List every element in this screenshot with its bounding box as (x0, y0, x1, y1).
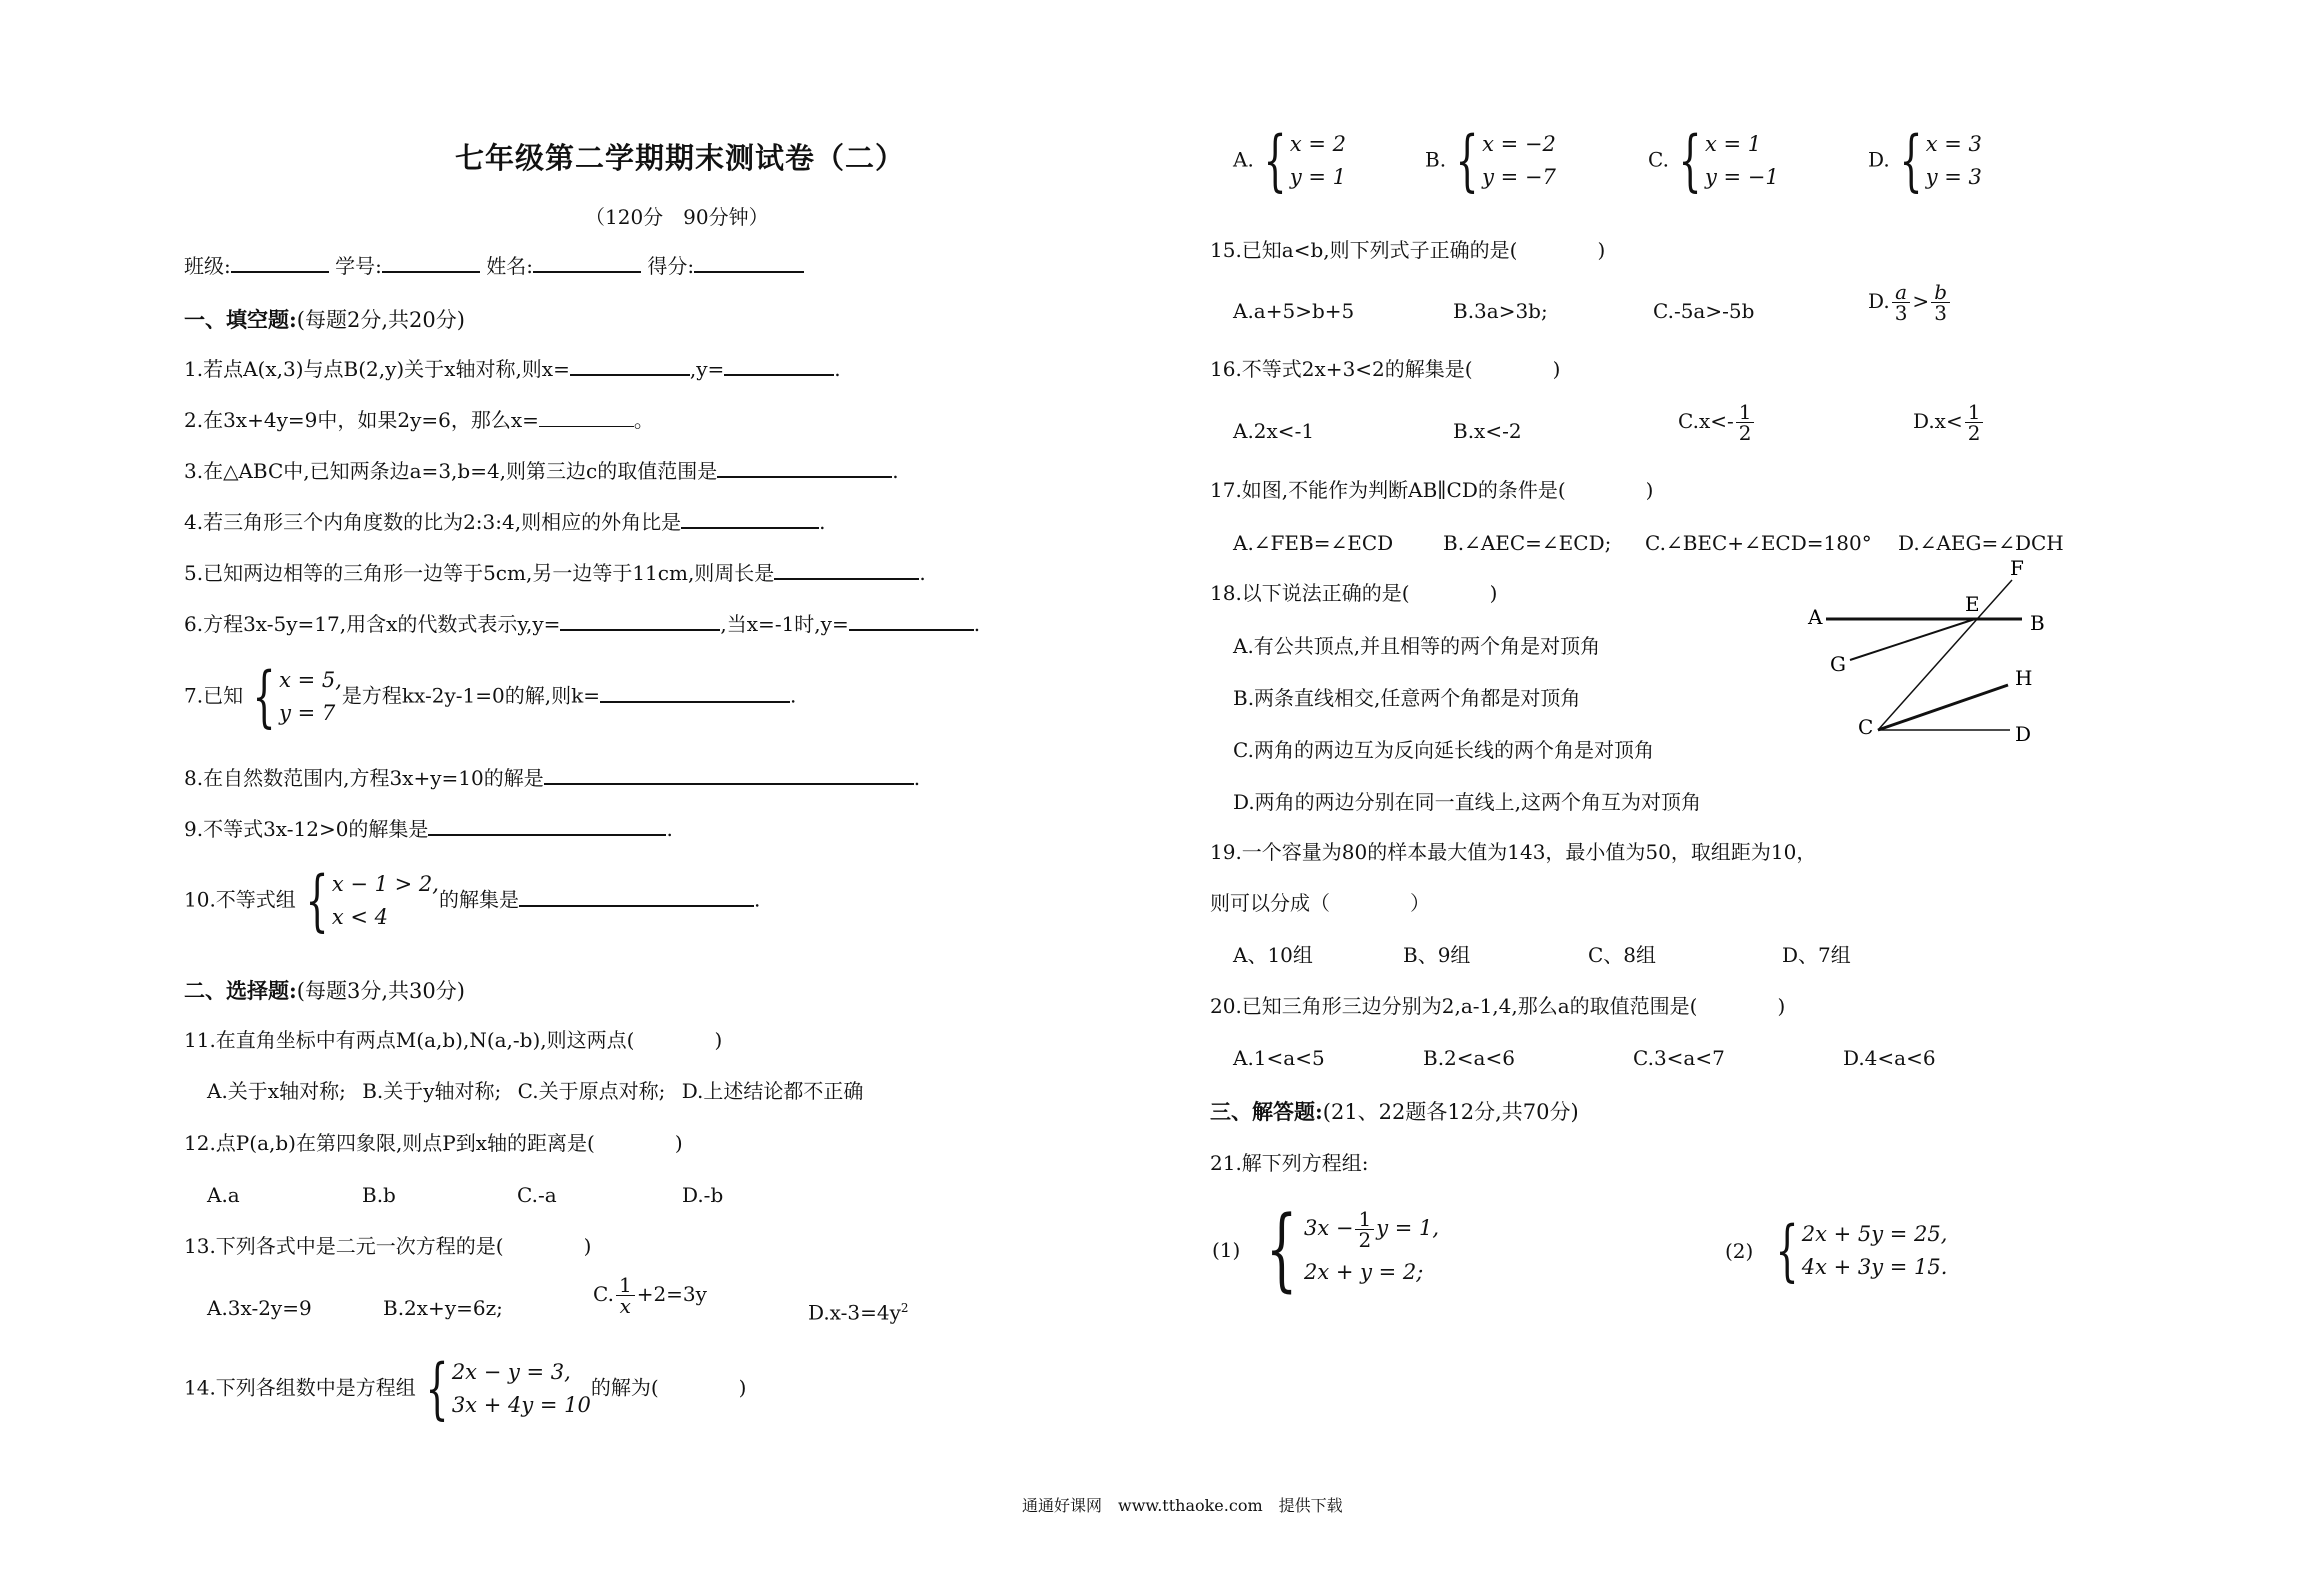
q17-option-c: C.∠BEC+∠ECD=180° (1645, 531, 1872, 555)
q13-option-d (808, 1295, 909, 1326)
q19-option-b: B、9组 (1403, 943, 1471, 967)
label-g: G (1830, 652, 1846, 676)
q10-eq2: x < 4 (331, 905, 388, 929)
question-18: 18.以下说法正确的是( ) (1210, 581, 1498, 605)
q1-text: 1.若点A(x,3)与点B(2,y)关于x轴对称,则x= (184, 357, 570, 381)
q14-d-l1: x = 3 (1925, 132, 1982, 156)
q2-text: 2.在3x+4y=9中，如果2y=6，那么x= (184, 408, 539, 432)
q21-p1-eq1-end: y = 1, (1376, 1216, 1440, 1240)
label-a: A (1808, 605, 1823, 629)
q16-option-c-label: C.x<- (1678, 409, 1734, 433)
q15-frac-b-den: 3 (1934, 301, 1947, 325)
q5-text: 5.已知两边相等的三角形一边等于5cm,另一边等于11cm,则周长是 (184, 561, 775, 585)
q14-option-d (1868, 122, 1982, 199)
q16-option-a: A.2x<-1 (1233, 419, 1315, 443)
q15-option-a: A.a+5>b+5 (1233, 299, 1355, 323)
class-blank (231, 253, 329, 273)
section-2-note: (每题3分,共30分) (296, 979, 465, 1003)
question-21: 21.解下列方程组: (1210, 1151, 1369, 1175)
q20-option-b: B.2<a<6 (1423, 1046, 1515, 1070)
q21-part-2-eq1: 2x + 5y = 25, (1801, 1222, 1948, 1246)
q14-system: { 2x − y = 3, 3x + 4y = 10 (425, 1350, 591, 1427)
q11-option-c: C.关于原点对称; (517, 1079, 666, 1103)
q7-end: . (789, 683, 797, 708)
label-d: D (2015, 722, 2032, 746)
q7-blank (600, 683, 790, 703)
label-h: H (2015, 666, 2033, 690)
q15-option-b: B.3a>3b; (1453, 299, 1548, 323)
question-10 (184, 862, 761, 939)
q14-c-l1: x = 1 (1704, 132, 1762, 156)
q12-option-d: D.-b (682, 1183, 724, 1207)
question-7 (184, 658, 797, 735)
q21-p1-frac-num: 1 (1355, 1209, 1374, 1230)
page-footer: 通通好课网 www.tthaoke.com 提供下载 (1022, 1496, 1343, 1515)
q21-part-1 (1212, 1197, 1440, 1302)
q11-options (207, 1078, 863, 1104)
q14-pre: 14.下列各组数中是方程组 (184, 1375, 416, 1400)
number-label: 学号: (335, 254, 382, 278)
q21-part-1-eq1 (1304, 1206, 1439, 1250)
question-12: 12.点P(a,b)在第四象限,则点P到x轴的距离是( ) (184, 1131, 683, 1155)
q2-blank (539, 408, 634, 427)
q20-option-d: D.4<a<6 (1843, 1046, 1936, 1070)
section-2-heading (184, 975, 465, 1005)
q7-eq2: y = 7 (279, 701, 336, 725)
section-3-note: (21、22题各12分,共70分) (1322, 1100, 1579, 1124)
q14-option-d-system: { x = 3 y = 3 (1899, 122, 1982, 199)
q11-option-d: D.上述结论都不正确 (681, 1079, 864, 1103)
parallel-lines-figure (1790, 555, 2060, 755)
q19-option-d: D、7组 (1782, 943, 1851, 967)
q14-option-a-system: { x = 2 y = 1 (1263, 122, 1346, 199)
q21-part-1-eq2: 2x + y = 2; (1303, 1260, 1424, 1284)
q10-pre: 10.不等式组 (184, 887, 296, 912)
q3-blank (717, 458, 892, 478)
name-blank (533, 253, 641, 273)
section-3-title: 三、解答题: (1210, 1099, 1323, 1124)
question-3 (184, 458, 899, 484)
q1-blank-y (724, 356, 834, 376)
q13-option-c (593, 1275, 707, 1316)
q14-option-a-label: A. (1233, 147, 1254, 172)
q10-text: 的解集是 (438, 887, 519, 912)
q16-option-c (1678, 402, 1756, 443)
page-title: 七年级第二学期期末测试卷（二） (455, 141, 906, 175)
q19-option-a: A、10组 (1233, 943, 1313, 967)
q14-b-l1: x = −2 (1482, 132, 1556, 156)
q13-frac-den: x (619, 1294, 631, 1318)
q8-text: 8.在自然数范围内,方程3x+y=10的解是 (184, 766, 544, 790)
q10-system: { x − 1 > 2, x < 4 (305, 862, 439, 939)
q6-mid: ,当x=-1时,y= (720, 612, 849, 636)
q14-option-c (1648, 122, 1779, 199)
q16-d-den: 2 (1967, 421, 1981, 445)
q15-frac-a-num: a (1892, 282, 1910, 303)
line-eg (1850, 619, 1975, 660)
q18-option-c: C.两角的两边互为反向延长线的两个角是对顶角 (1233, 738, 1654, 762)
q12-option-c: C.-a (517, 1183, 557, 1207)
q4-end: . (819, 510, 826, 534)
q9-end: . (666, 817, 673, 841)
q16-option-b: B.x<-2 (1453, 419, 1522, 443)
q16-option-d-frac (1965, 402, 1984, 443)
q15-option-d-op: > (1912, 289, 1930, 313)
q15-frac-a-den: 3 (1894, 301, 1908, 325)
section-2-title: 二、选择题: (184, 978, 297, 1003)
label-e: E (1965, 592, 1980, 616)
q9-blank (428, 816, 666, 836)
q20-option-a: A.1<a<5 (1233, 1046, 1325, 1070)
score-label: 得分: (647, 254, 695, 278)
q1-blank-x (570, 356, 690, 376)
q6-text: 6.方程3x-5y=17,用含x的代数式表示y,y= (184, 612, 561, 636)
q14-option-b (1425, 122, 1556, 199)
q7-text: 是方程kx-2y-1=0的解,则k= (341, 683, 600, 708)
q14-a-l2: y = 1 (1289, 165, 1346, 189)
q4-blank (681, 509, 819, 529)
q16-c-num: 1 (1736, 402, 1755, 423)
q7-pre: 7.已知 (184, 683, 244, 708)
question-13: 13.下列各式中是二元一次方程的是( ) (184, 1234, 592, 1258)
q14-option-b-label: B. (1425, 147, 1447, 172)
q3-end: . (892, 459, 899, 483)
question-14 (184, 1350, 747, 1427)
q14-eq1: 2x − y = 3, (451, 1360, 571, 1384)
q13-option-c-rest: +2=3y (636, 1282, 707, 1306)
q14-d-l2: y = 3 (1925, 165, 1982, 189)
q10-end: . (753, 887, 761, 912)
q14-b-l2: y = −7 (1482, 165, 1556, 189)
q15-frac-b (1931, 282, 1950, 323)
q13-option-d-exponent: 2 (900, 1301, 909, 1315)
q13-option-d-text: D.x-3=4y (808, 1300, 901, 1325)
q7-eq1: x = 5, (279, 668, 342, 692)
q10-blank (519, 887, 754, 907)
q20-option-c: C.3<a<7 (1633, 1046, 1725, 1070)
number-blank (382, 253, 480, 273)
q14-c-l2: y = −1 (1704, 165, 1779, 189)
q12-option-b: B.b (362, 1183, 396, 1207)
q11-option-a: A.关于x轴对称; (207, 1079, 346, 1103)
q14-option-c-system: { x = 1 y = −1 (1678, 122, 1779, 199)
q16-d-num: 1 (1965, 402, 1984, 423)
q6-blank-value (849, 611, 974, 631)
q21-part-2 (1725, 1212, 1948, 1289)
question-5 (184, 560, 926, 586)
q13-frac-num: 1 (616, 1275, 635, 1296)
q9-text: 9.不等式3x-12>0的解集是 (184, 817, 429, 841)
q6-end: . (973, 612, 981, 636)
q14-post: 的解为( ) (590, 1375, 747, 1400)
q18-option-b: B.两条直线相交,任意两个角都是对顶角 (1233, 686, 1581, 710)
question-8 (184, 765, 920, 791)
q15-option-c: C.-5a>-5b (1653, 299, 1755, 323)
q7-system: { x = 5, y = 7 (252, 658, 342, 735)
q21-part-1-label: (1) (1212, 1238, 1241, 1262)
question-19-line-2: 则可以分成（ ） (1210, 891, 1430, 915)
q14-option-c-label: C. (1648, 147, 1669, 172)
q8-blank (544, 765, 914, 785)
question-2 (184, 407, 654, 433)
score-blank (694, 253, 804, 273)
question-17: 17.如图,不能作为判断AB∥CD的条件是( ) (1210, 478, 1654, 502)
q15-frac-a (1892, 282, 1911, 323)
q17-option-b: B.∠AEC=∠ECD; (1443, 531, 1612, 555)
q15-frac-b-num: b (1931, 282, 1950, 303)
name-label: 姓名: (486, 254, 533, 278)
page-subtitle: （120分 90分钟） (585, 205, 769, 229)
q17-option-a: A.∠FEB=∠ECD (1233, 531, 1394, 555)
q11-option-b: B.关于y轴对称; (362, 1079, 502, 1103)
q21-part-1-system: { 3x − $\frac{1}{2}$ y = 1, 2x + y = 2; (1265, 1197, 1440, 1302)
q19-option-c: C、8组 (1588, 943, 1657, 967)
q16-option-c-frac (1736, 402, 1755, 443)
student-info-line (184, 253, 804, 279)
label-c: C (1858, 715, 1874, 739)
q6-blank-y (560, 611, 720, 631)
q13-option-a: A.3x-2y=9 (207, 1296, 312, 1320)
q18-option-a: A.有公共顶点,并且相等的两个角是对顶角 (1233, 634, 1601, 658)
q21-p1-eq1-start: 3x − (1303, 1216, 1354, 1240)
q21-p1-frac (1355, 1209, 1374, 1250)
q21-part-2-system: { 2x + 5y = 25, 4x + 3y = 15. (1775, 1212, 1948, 1289)
q14-option-b-system: { x = −2 y = −7 (1455, 122, 1556, 199)
q13-option-b: B.2x+y=6z; (383, 1296, 503, 1320)
q15-option-d (1868, 282, 1952, 323)
q8-end: . (913, 766, 921, 790)
q14-option-a (1233, 122, 1346, 199)
q12-option-a: A.a (207, 1183, 240, 1207)
q1-mid: ,y= (689, 357, 725, 381)
q5-end: . (919, 561, 926, 585)
question-9 (184, 816, 673, 842)
q14-option-d-label: D. (1868, 147, 1890, 172)
q13-option-c-label: C. (593, 1282, 614, 1306)
question-11: 11.在直角坐标中有两点M(a,b),N(a,-b),则这两点( ) (184, 1028, 723, 1052)
q5-blank (774, 560, 919, 580)
q16-option-d-label: D.x< (1913, 409, 1963, 433)
section-1-note: (每题2分,共20分) (296, 308, 465, 332)
q16-c-den: 2 (1738, 421, 1752, 445)
question-15: 15.已知a<b,则下列式子正确的是( ) (1210, 238, 1606, 262)
q10-eq1: x − 1 > 2, (331, 872, 439, 896)
q15-option-d-label: D. (1868, 289, 1890, 313)
question-4 (184, 509, 825, 535)
question-19-line-1: 19.一个容量为80的样本最大值为143，最小值为50，取组距为10， (1210, 840, 1817, 864)
question-1 (184, 356, 841, 382)
q14-eq2: 3x + 4y = 10 (451, 1393, 591, 1417)
label-b: B (2030, 611, 2045, 635)
q17-option-d: D.∠AEG=∠DCH (1898, 531, 2064, 555)
q1-end: . (834, 357, 841, 381)
q14-a-l1: x = 2 (1289, 132, 1346, 156)
q21-part-2-eq2: 4x + 3y = 15. (1801, 1255, 1948, 1279)
question-16: 16.不等式2x+3<2的解集是( ) (1210, 357, 1561, 381)
q16-option-d (1913, 402, 1985, 443)
section-1-heading (184, 304, 465, 334)
q3-text: 3.在△ABC中,已知两条边a=3,b=4,则第三边c的取值范围是 (184, 459, 718, 483)
q4-text: 4.若三角形三个内角度数的比为2:3:4,则相应的外角比是 (184, 510, 682, 534)
q13-option-c-fraction (616, 1275, 635, 1316)
q21-part-2-label: (2) (1725, 1239, 1754, 1263)
q18-option-d: D.两角的两边分别在同一直线上,这两个角互为对顶角 (1233, 790, 1702, 814)
q2-end: 。 (633, 408, 654, 432)
question-20: 20.已知三角形三边分别为2,a-1,4,那么a的取值范围是( ) (1210, 994, 1786, 1018)
q21-p1-frac-den: 2 (1358, 1228, 1372, 1252)
question-6 (184, 611, 980, 637)
label-f: F (2010, 556, 2024, 580)
section-1-title: 一、填空题: (184, 307, 297, 332)
section-3-heading (1210, 1096, 1579, 1126)
class-label: 班级: (184, 254, 231, 278)
